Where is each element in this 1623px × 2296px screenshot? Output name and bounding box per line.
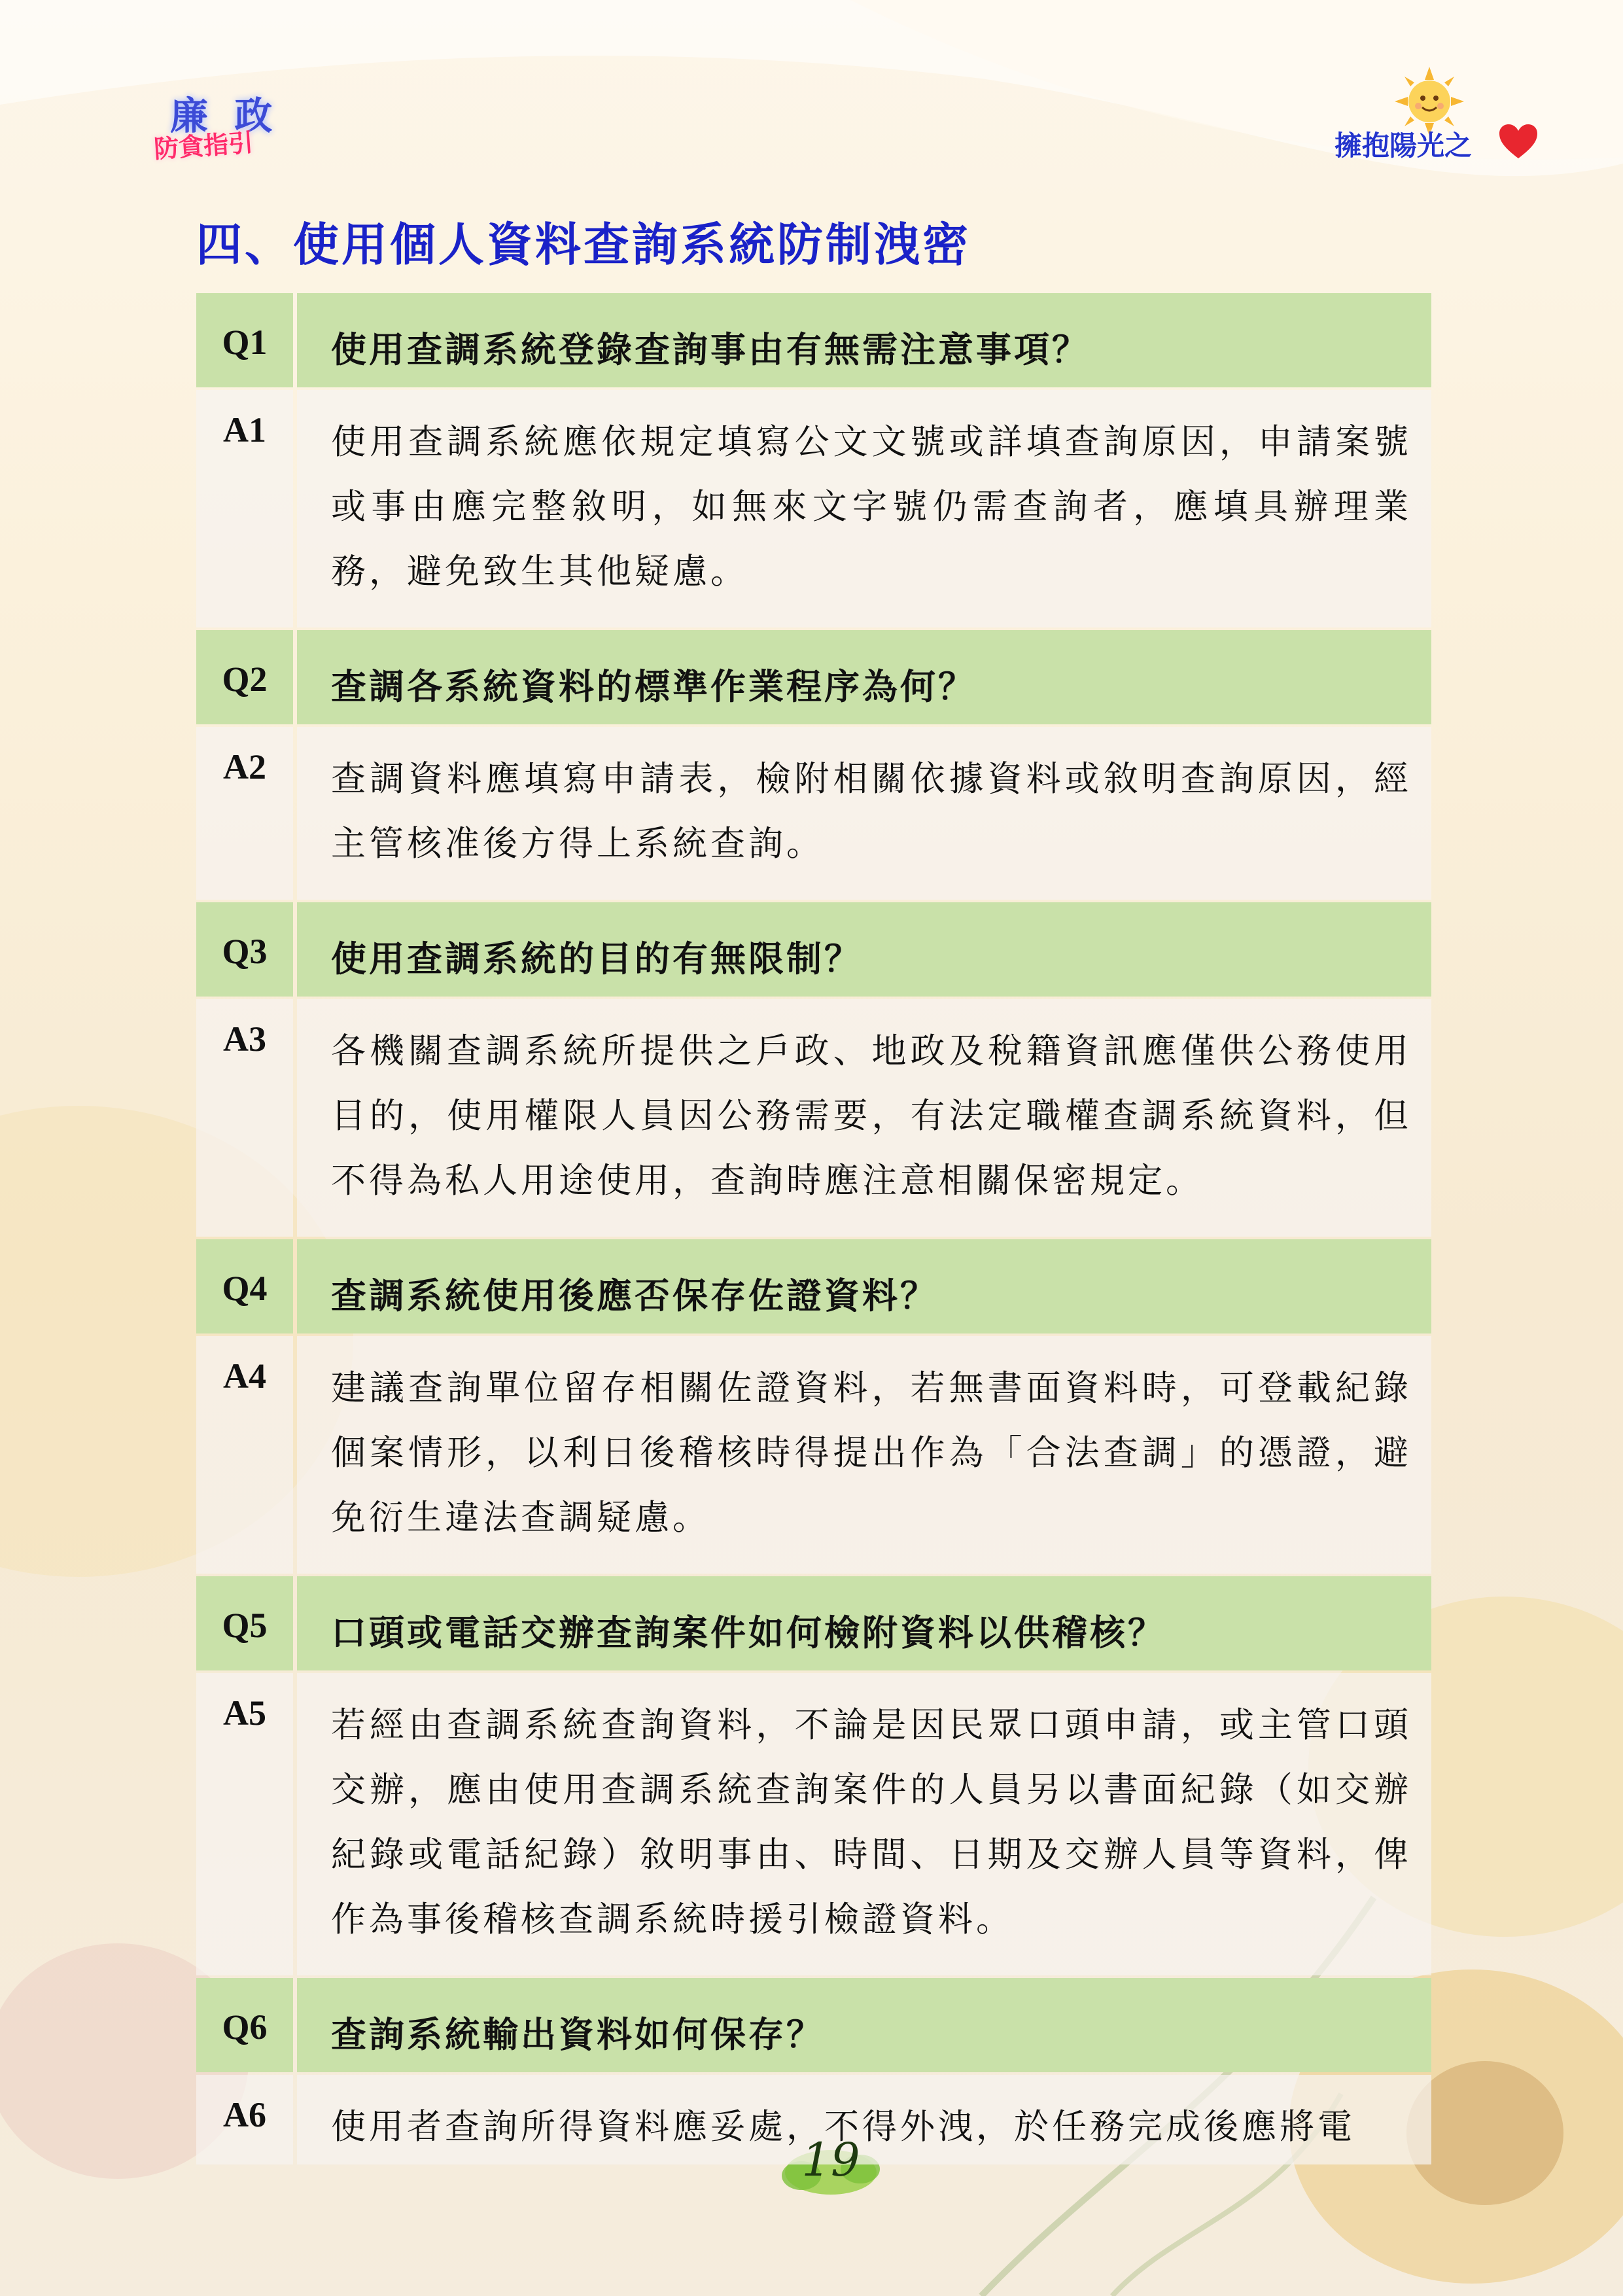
answer-text: 各機關查調系統所提供之戶政、地政及稅籍資訊應僅供公務使用目的，使用權限人員因公務需要，有法定職權查調系統資料，但不得為私人用途使用，查詢時應注意相關保密規定。 [297,999,1431,1237]
answer-label: A5 [196,1673,293,1975]
heart-icon [1498,123,1539,160]
question-row [196,902,1431,997]
answer-text: 若經由查調系統查詢資料，不論是因民眾口頭申請，或主管口頭交辦，應由使用查調系統查詢案件的人員另以書面紀錄（如交辦紀錄或電話紀錄）敘明事由、時間、日期及交辦人員等資料，俾作為事後稽核查調系統時援引檢證資料。 [297,1673,1431,1975]
question-row [196,1239,1431,1333]
answer-text: 使用查調系統應依規定填寫公文文號或詳填查詢原因，申請案號或事由應完整敘明，如無來文字號仍需查詢者，應填具辦理業務，避免致生其他疑慮。 [297,390,1431,627]
question-row [196,293,1431,387]
question-label: Q2 [196,630,293,724]
answer-row [196,999,1431,1237]
logo-left-line1: 廉 政 [170,94,279,138]
page-number: 19 [801,2133,860,2187]
question-text: 查調各系統資料的標準作業程序為何？ [297,630,1431,724]
answer-row [196,1673,1431,1975]
logo-right-text: 擁抱陽光之 [1335,130,1473,162]
question-text: 查詢系統輸出資料如何保存？ [297,1978,1431,2072]
answer-text: 查調資料應填寫申請表，檢附相關依據資料或敘明查詢原因，經主管核准後方得上系統查詢。 [297,727,1431,900]
answer-label: A2 [196,727,293,900]
question-row [196,1576,1431,1670]
embrace-sunshine-logo [1328,65,1544,177]
answer-label: A3 [196,999,293,1237]
section-title: 四、使用個人資料查詢系統防制洩密 [196,217,971,272]
question-text: 使用查調系統的目的有無限制？ [297,902,1431,997]
question-row [196,1978,1431,2072]
answer-row [196,727,1431,900]
question-text: 查調系統使用後應否保存佐證資料？ [297,1239,1431,1333]
question-label: Q4 [196,1239,293,1333]
question-label: Q5 [196,1576,293,1670]
question-row [196,630,1431,724]
answer-row [196,390,1431,627]
answer-label: A6 [196,2075,293,2164]
answer-text: 使用者查詢所得資料應妥處，不得外洩，於任務完成後應將電 [297,2075,1431,2164]
answer-row [196,1336,1431,1574]
question-label: Q6 [196,1978,293,2072]
answer-text: 建議查詢單位留存相關佐證資料，若無書面資料時，可登載紀錄個案情形，以利日後稽核時得提出作為「合法查調」的憑證，避免衍生違法查調疑慮。 [297,1336,1431,1574]
answer-label: A1 [196,390,293,627]
question-label: Q3 [196,902,293,997]
question-text: 口頭或電話交辦查詢案件如何檢附資料以供稽核？ [297,1576,1431,1670]
qa-table [196,293,1431,2167]
question-text: 使用查調系統登錄查詢事由有無需注意事項？ [297,293,1431,387]
question-label: Q1 [196,293,293,387]
logo-left-line2: 防貪指引 [152,128,254,164]
answer-label: A4 [196,1336,293,1574]
integrity-guide-logo [150,79,307,170]
